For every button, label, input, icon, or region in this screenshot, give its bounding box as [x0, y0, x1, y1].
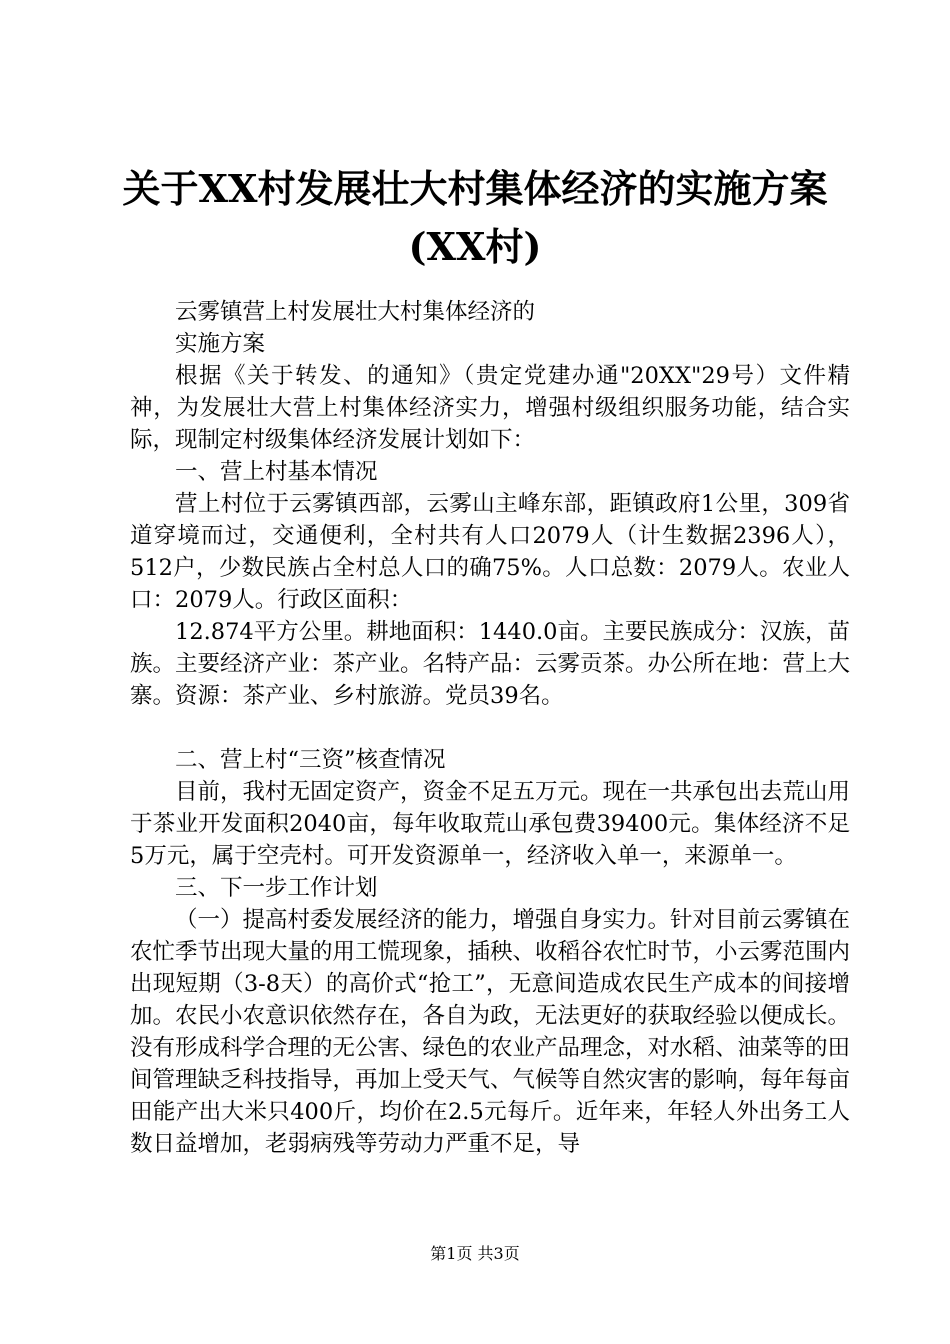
- paragraph-intro: 根据《关于转发、的通知》（贵定党建办通"20XX"29号）文件精神，为发展壮大营上村集体经济实力，增强村级组织服务功能，结合实际，现制定村级集体经济发展计划如下：: [130, 363, 850, 453]
- document-body: [130, 296, 850, 1160]
- section-heading-three-assets: 二、营上村“三资”核查情况: [175, 747, 446, 773]
- paragraph-heading-line-2: 实施方案: [175, 331, 266, 357]
- paragraph-heading-line-1: 云雾镇营上村发展壮大村集体经济的: [175, 299, 536, 325]
- page-footer: 第1页 共3页: [430, 1244, 520, 1263]
- paragraph-work-plan-1: （一）提高村委发展经济的能力，增强自身实力。针对目前云雾镇在农忙季节出现大量的用工慌现象，插秧、收稻谷农忙时节，小云雾范围内出现短期（3-8天）的高价式“抢工”，无意间造成农民生产成本的间接增加。农民小农意识依然存在，各自为政，无法更好的获取经验以便成长。没有形成科学合理的无公害、绿色的农业产品理念，对水稻、油菜等的田间管理缺乏科技指导，再加上受天气、气候等自然灾害的影响，每年每亩田能产出大米只400斤，均价在2.5元每斤。近年来，年轻人外出务工人数日益增加，老弱病残等劳动力严重不足，导: [130, 907, 851, 1157]
- section-heading-basic-info: 一、营上村基本情况: [175, 459, 378, 485]
- document-title: 关于XX村发展壮大村集体经济的实施方案(XX村): [122, 166, 828, 269]
- paragraph-three-assets: 目前，我村无固定资产，资金不足五万元。现在一共承包出去荒山用于茶业开发面积2040亩，每年收取荒山承包费39400元。集体经济不足5万元，属于空壳村。可开发资源单一，经济收入单一，来源单一。: [130, 779, 851, 869]
- paragraph-basic-info-continued: 12.874平方公里。耕地面积：1440.0亩。主要民族成分：汉族，苗族。主要经济产业：茶产业。名特产品：云雾贡茶。办公所在地：营上大寨。资源：茶产业、乡村旅游。党员39名。: [130, 619, 851, 709]
- section-heading-work-plan: 三、下一步工作计划: [175, 875, 378, 901]
- paragraph-basic-info: 营上村位于云雾镇西部，云雾山主峰东部，距镇政府1公里，309省道穿境而过，交通便利，全村共有人口2079人（计生数据2396人），512户，少数民族占全村总人口的确75%。人口总数：2079人。农业人口：2079人。行政区面积：: [130, 491, 850, 613]
